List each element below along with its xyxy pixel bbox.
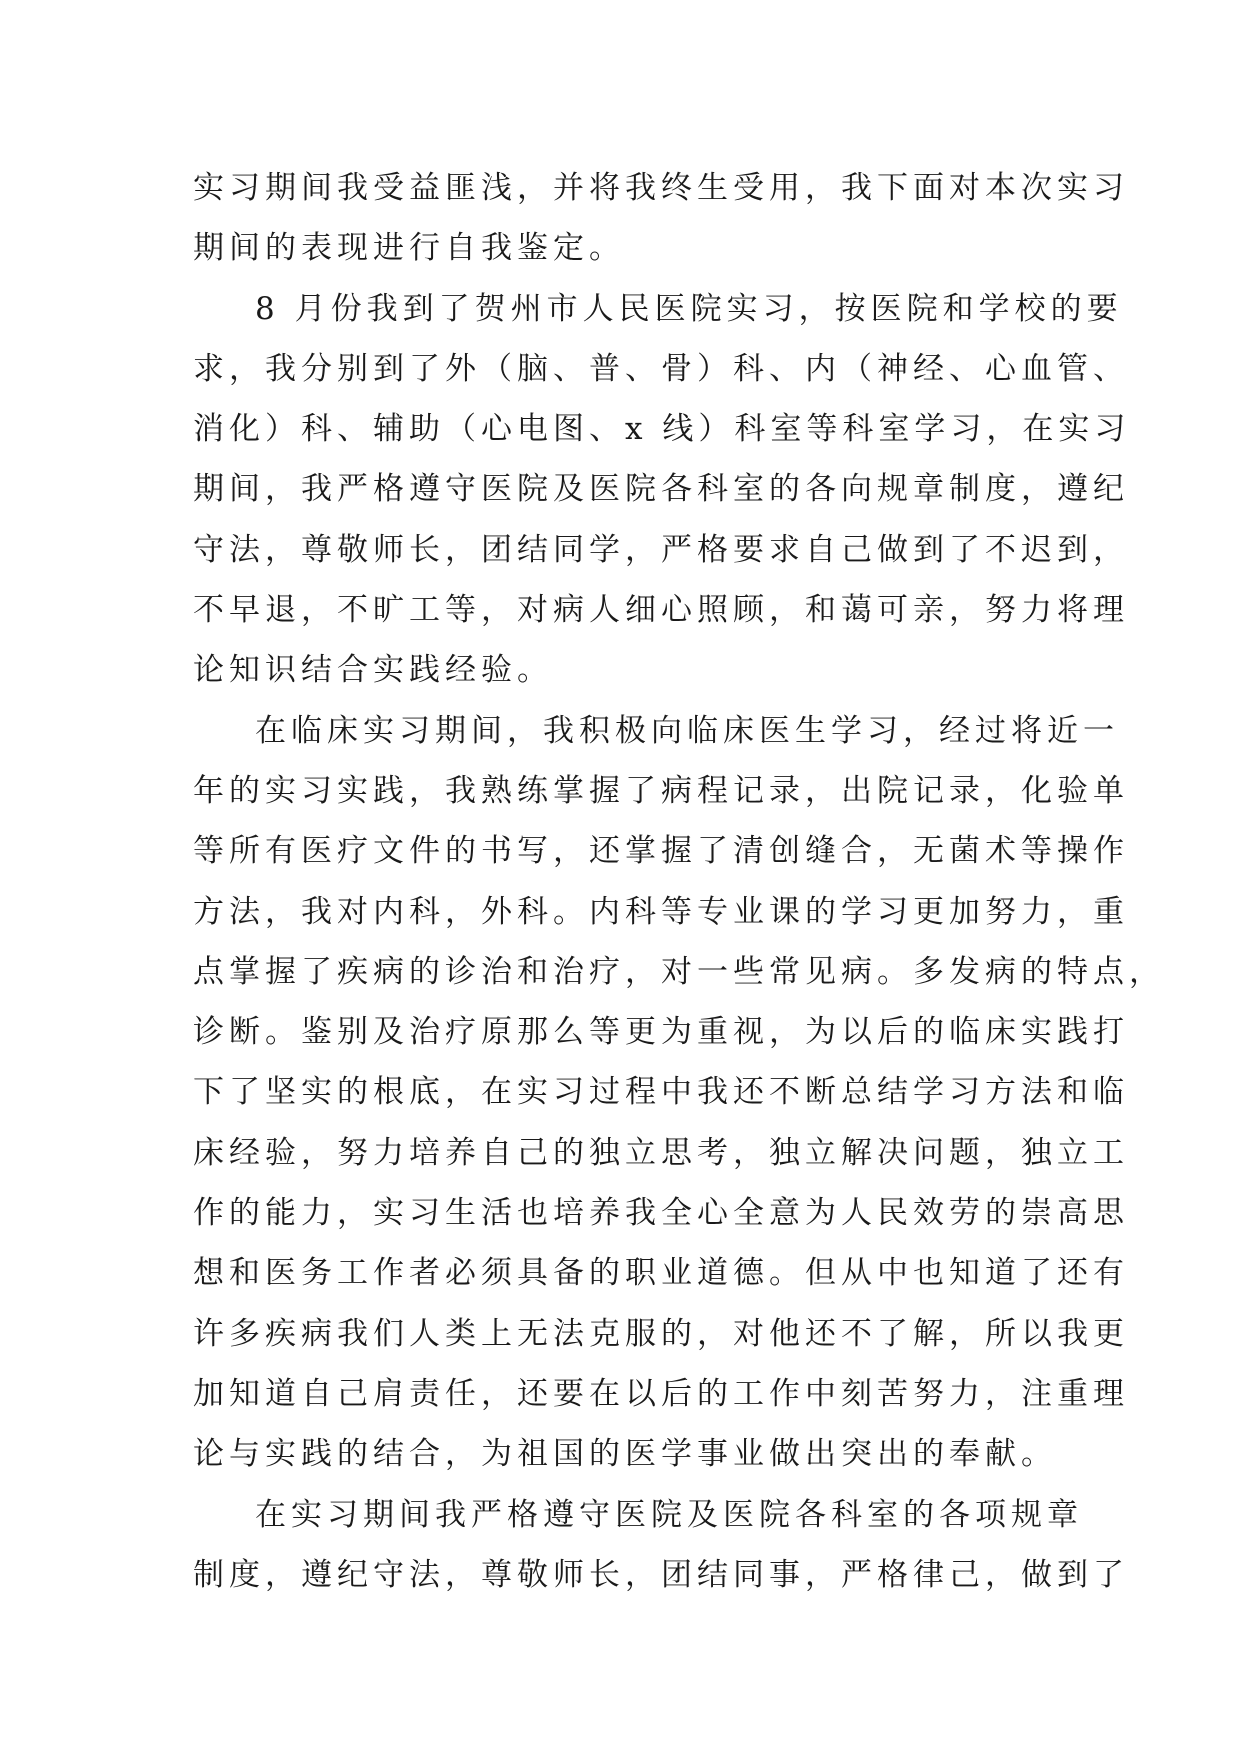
text-line: 期间，我严格遵守医院及医院各科室的各向规章制度，遵纪 bbox=[193, 471, 1129, 508]
paragraph-placement bbox=[193, 279, 1131, 701]
text-line: 许多疾病我们人类上无法克服的，对他还不了解，所以我更 bbox=[193, 1315, 1129, 1352]
text-line: 论知识结合实践经验。 bbox=[193, 652, 553, 689]
text-line: 诊断。鉴别及治疗原那么等更为重视，为以后的临床实践打 bbox=[193, 1014, 1129, 1051]
text-line: 点掌握了疾病的诊治和治疗，对一些常见病。多发病的特点， bbox=[193, 953, 1165, 990]
paragraph-clinical bbox=[193, 701, 1165, 1485]
text-line: 等所有医疗文件的书写，还掌握了清创缝合，无菌术等操作 bbox=[193, 833, 1129, 870]
text-line: 加知道自己肩责任，还要在以后的工作中刻苦努力，注重理 bbox=[193, 1375, 1129, 1412]
text-line: 消化）科、辅助（心电图、x 线）科室等科室学习，在实习 bbox=[193, 411, 1131, 448]
text-line: 在实习期间我严格遵守医院及医院各科室的各项规章 bbox=[255, 1496, 1083, 1533]
text-line: 想和医务工作者必须具备的职业道德。但从中也知道了还有 bbox=[193, 1255, 1129, 1292]
text-line: 在临床实习期间，我积极向临床医生学习，经过将近一 bbox=[255, 712, 1119, 749]
text-line: 守法，尊敬师长，团结同学，严格要求自己做到了不迟到， bbox=[193, 531, 1129, 568]
text-line: 下了坚实的根底，在实习过程中我还不断总结学习方法和临 bbox=[193, 1074, 1129, 1111]
text-line: 期间的表现进行自我鉴定。 bbox=[193, 230, 625, 267]
paragraph-discipline bbox=[193, 1485, 1129, 1606]
paragraph-intro bbox=[193, 158, 1129, 279]
body-text bbox=[193, 158, 1165, 1605]
text-line: 不早退，不旷工等，对病人细心照顾，和蔼可亲，努力将理 bbox=[193, 592, 1129, 629]
text-line: 床经验，努力培养自己的独立思考，独立解决问题，独立工 bbox=[193, 1134, 1129, 1171]
text-line: 论与实践的结合，为祖国的医学事业做出突出的奉献。 bbox=[193, 1436, 1057, 1473]
text-line: 实习期间我受益匪浅，并将我终生受用，我下面对本次实习 bbox=[193, 170, 1129, 206]
text-line: 年的实习实践，我熟练掌握了病程记录，出院记录，化验单 bbox=[193, 772, 1129, 809]
text-line: 方法，我对内科，外科。内科等专业课的学习更加努力，重 bbox=[193, 893, 1129, 930]
text-line: 制度，遵纪守法，尊敬师长，团结同事，严格律己，做到了 bbox=[193, 1556, 1129, 1593]
text-line: 作的能力，实习生活也培养我全心全意为人民效劳的崇高思 bbox=[193, 1195, 1129, 1232]
text-line: 求，我分别到了外（脑、普、骨）科、内（神经、心血管、 bbox=[193, 350, 1129, 387]
text-line: 8 月份我到了贺州市人民医院实习，按医院和学校的要 bbox=[255, 290, 1123, 327]
